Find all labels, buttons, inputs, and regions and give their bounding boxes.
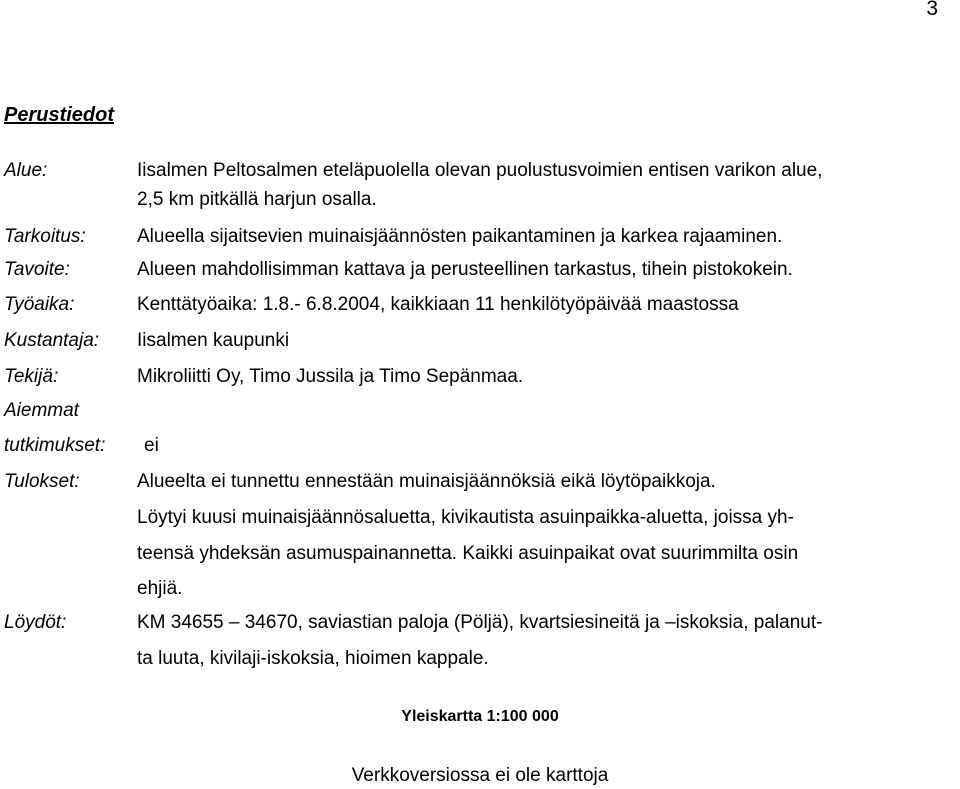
tulokset-value-line4: ehjiä. <box>137 578 183 599</box>
tulokset-value-line1: Alueelta ei tunnettu ennestään muinaisjäännöksiä eikä löytöpaikkoja. <box>137 471 716 492</box>
section-heading: Perustiedot <box>4 104 115 126</box>
alue-value-line1: Iisalmen Peltosalmen eteläpuolella olevan puolustusvoimien entisen varikon alue, <box>137 160 823 181</box>
alue-label: Alue: <box>4 160 48 181</box>
aiemmat-value: ei <box>144 435 159 456</box>
map-title: Yleiskartta 1:100 000 <box>401 708 559 725</box>
tarkoitus-value: Alueella sijaitsevien muinaisjäännösten paikantaminen ja karkea rajaaminen. <box>137 226 783 247</box>
aiemmat-label-line2: tutkimukset: <box>4 435 106 456</box>
tarkoitus-label: Tarkoitus: <box>4 226 86 247</box>
tulokset-value-line2: Löytyi kuusi muinaisjäännösaluetta, kivikautista asuinpaikka-aluetta, joissa yh- <box>137 507 794 528</box>
tulokset-value-line3: teensä yhdeksän asumuspainannetta. Kaikki asuinpaikat ovat suurimmilta osin <box>137 543 799 564</box>
kustantaja-value: Iisalmen kaupunki <box>137 330 290 351</box>
tyoaika-value: Kenttätyöaika: 1.8.- 6.8.2004, kaikkiaan 11 henkilötyöpäivää maastossa <box>137 294 739 315</box>
aiemmat-label-line1: Aiemmat <box>4 400 79 421</box>
tekija-label: Tekijä: <box>4 366 59 387</box>
tyoaika-label: Työaika: <box>4 294 75 315</box>
tekija-value: Mikroliitti Oy, Timo Jussila ja Timo Sepänmaa. <box>137 366 524 387</box>
kustantaja-label: Kustantaja: <box>4 330 100 351</box>
loydot-label: Löydöt: <box>4 612 67 633</box>
tavoite-value: Alueen mahdollisimman kattava ja perusteellinen tarkastus, tihein pistokokein. <box>137 259 793 280</box>
page-number: 3 <box>926 0 938 20</box>
alue-value-line2: 2,5 km pitkällä harjun osalla. <box>137 189 377 210</box>
tavoite-label: Tavoite: <box>4 259 70 280</box>
tulokset-label: Tulokset: <box>4 471 80 492</box>
loydot-value-line1: KM 34655 – 34670, saviastian paloja (Pöljä), kvartsiesineitä ja –iskoksia, palanut- <box>137 612 823 633</box>
loydot-value-line2: ta luuta, kivilaji-iskoksia, hioimen kappale. <box>137 648 489 669</box>
map-note: Verkkoversiossa ei ole karttoja <box>351 765 609 786</box>
